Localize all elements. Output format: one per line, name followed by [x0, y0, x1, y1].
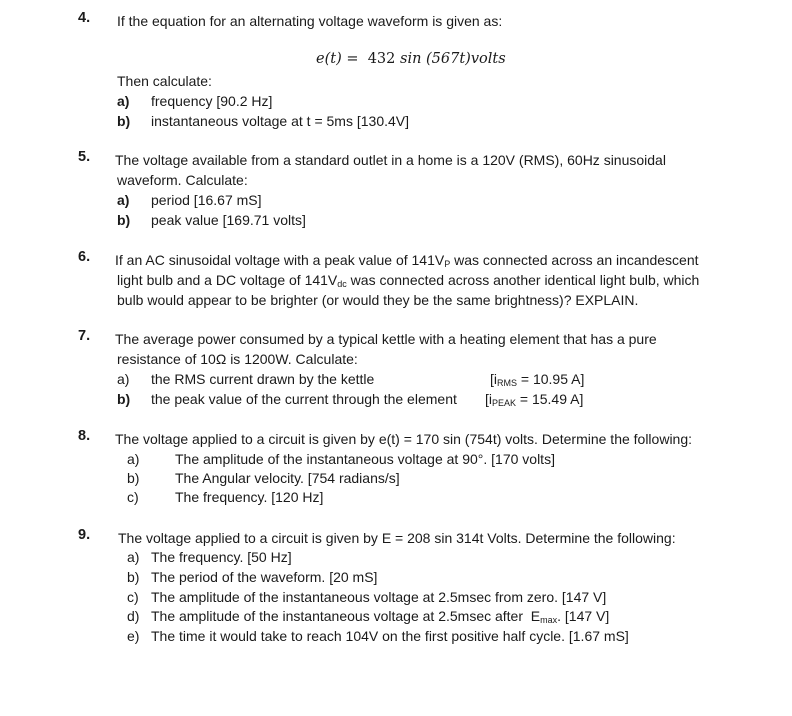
item-label: c) — [127, 489, 139, 505]
question-line: The average power consumed by a typical kettle with a heating element that has a pure — [115, 331, 657, 347]
then-calculate: Then calculate: — [117, 73, 212, 89]
item-text: The time it would take to reach 104V on the first positive half cycle. [1.67 mS] — [151, 628, 629, 644]
item-label: d) — [127, 608, 140, 624]
item-label: c) — [127, 589, 139, 605]
subscript: dc — [337, 279, 347, 289]
question-number: 9. — [78, 527, 91, 543]
item-text: The amplitude of the instantaneous voltage at 2.5msec from zero. [147 V] — [151, 589, 607, 605]
question-number: 6. — [78, 249, 91, 265]
item-label: a) — [117, 192, 130, 208]
equation-function: sin (567t)volts — [400, 51, 506, 67]
item-label: a) — [117, 93, 130, 109]
item-label: b) — [127, 470, 140, 486]
item-text: instantaneous voltage at t = 5ms [130.4V] — [151, 113, 410, 129]
item-text-part: . [147 V] — [557, 608, 610, 624]
question-line: waveform. Calculate: — [117, 172, 248, 188]
item-text: the RMS current drawn by the kettle — [151, 371, 375, 387]
subscript: max — [540, 615, 558, 625]
item-text: the peak value of the current through the element — [151, 391, 457, 407]
item-text: The frequency. [50 Hz] — [151, 549, 292, 565]
question-number: 7. — [78, 328, 91, 344]
item-text: The frequency. [120 Hz] — [175, 489, 324, 505]
question-intro: If the equation for an alternating voltage waveform is given as: — [117, 13, 503, 29]
line-text: If an AC sinusoidal voltage with a peak value of 141V — [115, 252, 445, 268]
answer-text: = 10.95 A] — [517, 371, 585, 387]
equation-lhs: e(t) = — [316, 51, 359, 67]
item-label: b) — [127, 569, 140, 585]
item-label: b) — [117, 113, 131, 129]
subscript: P — [444, 259, 451, 269]
answer-text: [i — [485, 391, 492, 407]
answer-text: [i — [490, 371, 497, 387]
line-text: light bulb and a DC voltage of 141V — [117, 272, 338, 288]
question-line: bulb would appear to be brighter (or would they be the same brightness)? EXPLAIN. — [117, 292, 639, 308]
item-label: a) — [117, 371, 130, 387]
question-intro: The voltage applied to a circuit is given by E = 208 sin 314t Volts. Determine the following: — [118, 530, 676, 546]
question-line: resistance of 10Ω is 1200W. Calculate: — [117, 351, 358, 367]
question-intro: The voltage applied to a circuit is given by e(t) = 170 sin (754t) volts. Determine the following: — [115, 431, 693, 447]
item-label: b) — [117, 391, 131, 407]
item-label: b) — [117, 212, 131, 228]
item-answer — [485, 389, 583, 413]
line-text: was connected across another identical light bulb, which — [346, 272, 700, 288]
voltage-equation — [316, 51, 506, 67]
question-number: 4. — [78, 10, 91, 26]
item-text: period [16.67 mS] — [151, 192, 262, 208]
question-number: 5. — [78, 149, 91, 165]
item-label: a) — [127, 549, 140, 565]
item-text: frequency [90.2 Hz] — [151, 93, 273, 109]
item-label: e) — [127, 628, 140, 644]
item-label: a) — [127, 451, 140, 467]
subscript: PEAK — [492, 398, 517, 408]
answer-text: = 15.49 A] — [516, 391, 584, 407]
item-text: The amplitude of the instantaneous voltage at 90°. [170 volts] — [175, 451, 555, 467]
item-text: The Angular velocity. [754 radians/s] — [175, 470, 400, 486]
question-number: 8. — [78, 428, 91, 444]
item-text: The period of the waveform. [20 mS] — [151, 569, 378, 585]
line-text: was connected across an incandescent — [450, 252, 699, 268]
question-line: The voltage available from a standard outlet in a home is a 120V (RMS), 60Hz sinusoidal — [115, 152, 666, 168]
subscript: RMS — [497, 378, 517, 388]
equation-amplitude: 432 — [367, 51, 396, 67]
item-text-part: The amplitude of the instantaneous voltage at 2.5msec after E — [151, 608, 541, 624]
item-text: peak value [169.71 volts] — [151, 212, 306, 228]
